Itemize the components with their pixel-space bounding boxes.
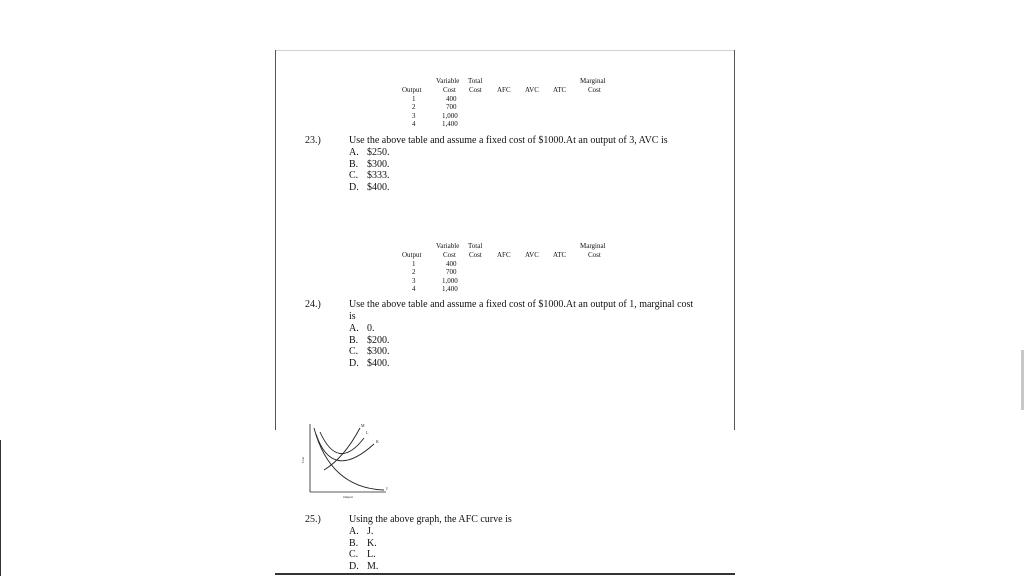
answer-options [349, 526, 378, 572]
table-cell-vc: 700 [446, 103, 457, 111]
header-variable: Variable [436, 242, 460, 250]
table-cell-vc: 1,000 [442, 277, 458, 285]
header-atc: ATC [553, 251, 567, 259]
table-cell-output: 4 [412, 285, 416, 293]
table-cell-vc: 400 [446, 260, 457, 268]
table-cell-vc: 700 [446, 268, 457, 276]
option-d[interactable]: D. $400. [349, 357, 390, 369]
table-cell-output: 2 [412, 103, 416, 111]
option-c[interactable]: C. L. [349, 549, 376, 560]
page-top-border [275, 50, 735, 51]
table-cell-output: 1 [412, 95, 416, 103]
question-number: 23.) [305, 135, 321, 146]
question-text: Using the above graph, the AFC curve is [349, 514, 512, 525]
question-text: Use the above table and assume a fixed cost of $1000.At an output of 1, marginal cost is [349, 299, 694, 322]
curve-label-l: L [366, 430, 369, 435]
curve-k [316, 434, 374, 461]
option-c[interactable]: C. $300. [349, 346, 390, 357]
cost-curves-graph [300, 420, 395, 500]
header-total: Total [468, 77, 483, 85]
page-right-border [734, 50, 735, 430]
page-bottom-border [275, 573, 735, 575]
table-cell-vc: 400 [446, 95, 457, 103]
header-variable: Variable [436, 77, 460, 85]
viewer-left-edge [0, 440, 1, 576]
table-cell-vc: 1,400 [442, 120, 458, 128]
header-atc: ATC [553, 86, 567, 94]
header-output: Output [402, 86, 422, 94]
option-a[interactable]: A. 0. [349, 323, 375, 334]
header-output: Output [402, 251, 422, 259]
header-cost-marginal: Cost [588, 86, 601, 94]
header-marginal: Marginal [580, 77, 606, 85]
header-cost-total: Cost [469, 86, 482, 94]
curve-label-k: K [376, 439, 379, 444]
x-axis-label: Output [343, 495, 353, 499]
answer-options [349, 147, 390, 193]
header-total: Total [468, 242, 483, 250]
table-cell-output: 4 [412, 120, 416, 128]
table-cell-output: 3 [412, 112, 416, 120]
cost-curves-svg [300, 420, 395, 500]
curve-label-m: M [361, 423, 365, 428]
option-b[interactable]: B. $200. [349, 334, 390, 346]
curve-j [314, 428, 384, 490]
header-afc: AFC [497, 251, 511, 259]
curve-l [320, 432, 364, 454]
header-marginal: Marginal [580, 242, 606, 250]
option-a[interactable]: A. $250. [349, 147, 390, 158]
table-cell-output: 3 [412, 277, 416, 285]
table-cell-vc: 1,000 [442, 112, 458, 120]
question-number: 25.) [305, 514, 321, 525]
header-cost-total: Cost [469, 251, 482, 259]
page-left-border [275, 50, 276, 430]
header-cost-variable: Cost [443, 86, 456, 94]
header-cost-marginal: Cost [588, 251, 601, 259]
table-cell-output: 2 [412, 268, 416, 276]
option-b[interactable]: B. $300. [349, 158, 390, 170]
option-c[interactable]: C. $333. [349, 170, 390, 181]
header-afc: AFC [497, 86, 511, 94]
table-cell-output: 1 [412, 260, 416, 268]
option-b[interactable]: B. K. [349, 537, 377, 549]
answer-options [349, 323, 390, 369]
curve-label-j: J [386, 486, 388, 491]
option-d[interactable]: D. M. [349, 560, 379, 572]
curve-m [324, 428, 360, 470]
header-cost-variable: Cost [443, 251, 456, 259]
y-axis-label: Cost [301, 456, 305, 464]
option-d[interactable]: D. $400. [349, 181, 390, 193]
option-a[interactable]: A. J. [349, 526, 374, 537]
question-number: 24.) [305, 299, 321, 310]
table-cell-vc: 1,400 [442, 285, 458, 293]
question-text: Use the above table and assume a fixed cost of $1000.At an output of 3, AVC is [349, 135, 668, 146]
header-avc: AVC [525, 86, 539, 94]
header-avc: AVC [525, 251, 539, 259]
